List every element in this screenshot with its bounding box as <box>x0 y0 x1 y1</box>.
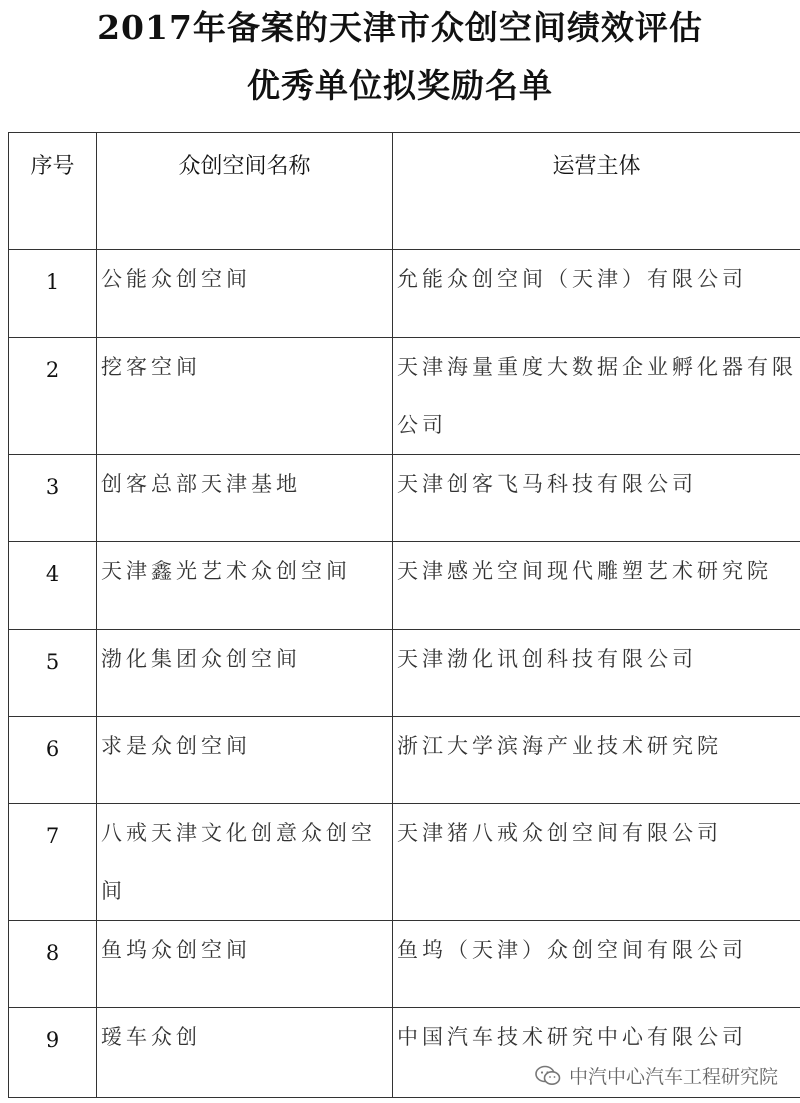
document-title-line-2: 优秀单位拟奖励名单 <box>247 66 553 105</box>
table-row <box>9 455 800 542</box>
space-name-cell: 瑷车众创 <box>97 1008 393 1098</box>
row-number-cell: 4 <box>9 542 97 630</box>
space-name-cell: 八戒天津文化创意众创空间 <box>97 804 393 921</box>
row-number-cell: 6 <box>9 717 97 804</box>
space-name-cell: 渤化集团众创空间 <box>97 630 393 717</box>
operator-cell: 中国汽车技术研究中心有限公司 <box>393 1008 800 1098</box>
row-number-cell: 7 <box>9 804 97 921</box>
space-name-cell: 挖客空间 <box>97 338 393 455</box>
table-row <box>9 542 800 630</box>
watermark-text: 中汽中心汽车工程研究院 <box>568 1066 778 1088</box>
source-watermark <box>535 1062 778 1089</box>
wechat-icon <box>535 1065 561 1087</box>
space-name-cell: 鱼坞众创空间 <box>97 921 393 1008</box>
header-cell-space-name: 众创空间名称 <box>97 133 393 250</box>
space-name-cell: 公能众创空间 <box>97 250 393 338</box>
table-row <box>9 630 800 717</box>
table-row <box>9 804 800 921</box>
space-name-cell: 天津鑫光艺术众创空间 <box>97 542 393 630</box>
table-row <box>9 921 800 1008</box>
table-header-row <box>9 133 800 250</box>
space-name-cell: 创客总部天津基地 <box>97 455 393 542</box>
operator-cell: 天津海量重度大数据企业孵化器有限公司 <box>393 338 800 455</box>
header-cell-operator: 运营主体 <box>393 133 800 250</box>
award-list-table <box>8 132 800 1098</box>
operator-cell: 鱼坞（天津）众创空间有限公司 <box>393 921 800 1008</box>
row-number-cell: 3 <box>9 455 97 542</box>
operator-cell: 天津感光空间现代雕塑艺术研究院 <box>393 542 800 630</box>
operator-cell: 允能众创空间（天津）有限公司 <box>393 250 800 338</box>
document-title-line-1: 2017年备案的天津市众创空间绩效评估 <box>97 8 703 47</box>
operator-cell: 浙江大学滨海产业技术研究院 <box>393 717 800 804</box>
table-row <box>9 250 800 338</box>
operator-cell: 天津猪八戒众创空间有限公司 <box>393 804 800 921</box>
operator-cell: 天津渤化讯创科技有限公司 <box>393 630 800 717</box>
table-row <box>9 338 800 455</box>
row-number-cell: 5 <box>9 630 97 717</box>
operator-cell: 天津创客飞马科技有限公司 <box>393 455 800 542</box>
space-name-cell: 求是众创空间 <box>97 717 393 804</box>
row-number-cell: 2 <box>9 338 97 455</box>
header-cell-number: 序号 <box>9 133 97 250</box>
row-number-cell: 9 <box>9 1008 97 1098</box>
row-number-cell: 1 <box>9 250 97 338</box>
table-row <box>9 717 800 804</box>
row-number-cell: 8 <box>9 921 97 1008</box>
